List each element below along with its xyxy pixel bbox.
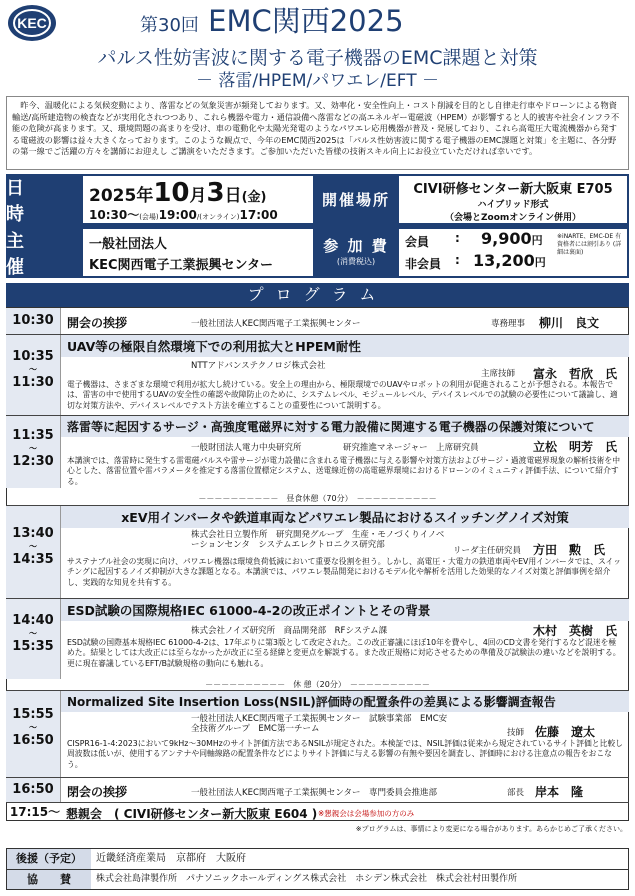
subtitle-topics: － 落雷/HPEM/パワエレ/EFT －	[195, 71, 440, 91]
session-opening: 開会の挨拶 一般社団法人KEC関西電子工業振興センター 専務理事 柳川 良文	[67, 316, 600, 330]
svg-text:KEC: KEC	[17, 15, 47, 31]
session-esd: ESD試験の国際規格IEC 61000-4-2の改正ポイントとその背景 株式会社ノイズ研究所 商品開発部 RFシステム課 木村 英樹 氏 ESD試験の国際基本規格IEC 61000-4-2は、17年ぶりに第3版として改定された。この改正審議にほぼ10年を費やし、4回のCD文書を発行するなど混迷を極めた。結果としては大改正には至らなかったが改正に至る経緯と変更点を解説する。また改正規格に対応させるための準備及び試験法の違いなどを説明する。更に現在審議しているEFT/B試験規格の動向にも触れる。	[61, 599, 629, 679]
session-time: 11:35 ～ 12:30	[6, 416, 61, 488]
session-nsil: Normalized Site Insertion Loss(NSIL)評価時の配置条件の差異による影響調査報告 一般社団法人KEC関西電子工業振興センター 試験事業部 EMC安全技術グループ EMC第一チーム 技師 佐藤 遼太 CISPR16-1-4:2023において9kHz～30MHzのサイト評価方法であるNSILが規定された。本検証では、NSIL評価は従来から規定されているサイト評価と比較し周波数は低いが、使用するアンテナや同軸線路の配置条件などによりサイト評価に与える影響の有無や要因を調査し、評価時における注意点の報告をおこなう。	[61, 691, 629, 777]
subtitle: パルス性妨害波に関する電子機器のEMC課題と対策	[97, 47, 538, 69]
session-time: 17:15～	[9, 805, 61, 819]
place-label: 開催場所	[315, 174, 397, 225]
session-time: 16:50	[6, 778, 61, 802]
break-lunch: －－－－－－－－－－ 昼食休憩（70分） －－－－－－－－－－	[198, 494, 437, 503]
date-value: 2025年10月3日(金) 10:30～(会場)19:00/(オンライン)17:00	[83, 176, 313, 223]
kec-logo	[6, 3, 58, 43]
intro-text: 昨今、温暖化による気候変動により、落雷などの気象災害が頻発しております。又、効率化・安全性向上・コスト削減を目的とし自律走行車やドローンによる物資輸送/高所建造物の検査などが実用化されつつあり、これら機器や電力・通信設備へ落雷などの高エネルギー電磁波（HPEM）が影響すると人的被害や社会インフラ不能の危険が高まります。又、環境問題の高まりを受け、車の電動化や太陽光発電のようなパワエレ応用機器が普及・発展しており、これら高電圧大電流機器から発する電磁波の影響は益々大きくなっております。このような観点で、今年のEMC関西2025は「パルス性妨害波に関する電子機器のEMC課題と対策」を主題に、各分野の第一線でご活躍の方々を講師にお迎えし ご講演をいただきます。ご参加いただいた皆様の技術スキル向上にお役立ていただければ幸いです。	[6, 96, 629, 170]
fee-value: 会員 : 9,900円 非会員 : 13,200円 ※iNARTE、EMC-DE 有資格者には割引あり (詳細は裏面)	[399, 229, 627, 276]
page-title: 第30回 EMC関西2025	[140, 4, 404, 38]
session-closing: 閉会の挨拶 一般社団法人KEC関西電子工業振興センター 専門委員会推進部 部長 岸本 隆	[67, 785, 584, 799]
session-reception: 懇親会 ( CIVI研修センター新大阪東 E604 ) ※懇親会は会場参加の方のみ	[66, 807, 415, 821]
host-value: 一般社団法人 KEC関西電子工業振興センター	[83, 229, 313, 276]
host-label: 主 催	[6, 227, 81, 278]
sponsor-value: 株式会社島津製作所 パナソニックホールディングス株式会社 ホシデン株式会社 株式会社村田製作所	[96, 874, 518, 884]
break-rest: －－－－－－－－－－ 休 憩（20分） －－－－－－－－－－	[205, 680, 430, 689]
session-uav: UAV等の極限自然環境下での利用拡大とHPEM耐性 NTTアドバンステクノロジ株式会社 主席技師 富永 哲欣 氏 電子機器は、さまざまな環境で利用が拡大し続けている。安全上の理由から、極限環境でのUAVやロボットの利用が促進されることが予想される。本報告では、雷害の中で使用するUAVの安全性の確認や故障防止のために、システムレベル、モジュールレベル、デバイスレベルでの試験の必要性について議論し、適切な対策方法や、デバイスレベルでテスト方法を確立することの重要性について説明する。	[61, 335, 629, 415]
date-label: 日 時	[6, 174, 81, 225]
program-footnote: ※プログラムは、事情により変更になる場合があります。あらかじめご了承ください。	[355, 825, 627, 833]
place-value: CIVI研修センター新大阪東 E705 ハイブリッド形式 （会場とZoomオンライン併用）	[399, 176, 627, 223]
session-power-electronics: xEV用インバータや鉄道車両などパワエレ製品におけるスイッチングノイズ対策 株式会社日立製作所 研究開発グループ 生産・モノづくりイノベーションセンタ システムエレクトロニクス研究部 リーダ主任研究員 方田 勲 氏 サステナブル社会の実現に向け、パワエレ機器は環境負荷低減において重要な役割を担う。しかし、高電圧・大電力の鉄道車両やEV用インバータでは、スイッチングに起因するノイズ抑制が大きな課題となる。本講演では、パワエレ製品開発におけるモデル化や解析を活用した効果的なノイズ対策と評価事例を紹介し、実践的な知見を共有する。	[61, 506, 629, 598]
program-header: プログラム	[6, 283, 629, 307]
session-time: 10:30	[6, 308, 61, 334]
session-time: 14:40 ～ 15:35	[6, 599, 61, 679]
sponsor-label: 協 賛	[7, 870, 91, 889]
session-time: 15:55 ～ 16:50	[6, 691, 61, 777]
session-time: 13:40 ～ 14:35	[6, 506, 61, 598]
support-label: 後援（予定）	[7, 849, 91, 869]
support-value: 近畿経済産業局 京都府 大阪府	[96, 853, 246, 864]
session-surge: 落雷等に起因するサージ・高強度電磁界に対する電力設備に関連する電子機器の保護対策について 一般財団法人電力中央研究所 研究推進マネージャー 上席研究員 立松 明芳 氏 本講演では、落雷時に発生する雷電磁パルスや雷サージが電力設備に含まれる電子機器に与える影響や対策方法およびサージ・過渡電磁界現象の解析技術を中心とした、落雷位置や雷パラメータを推定する落雷位置標定システム、送電線近傍の高電磁界環境におけるドローンのイミュニティ評価手法、について紹介する。	[61, 416, 629, 488]
fee-label: 参 加 費 (消費税込)	[315, 227, 397, 278]
session-time: 10:35 ～ 11:30	[6, 335, 61, 415]
